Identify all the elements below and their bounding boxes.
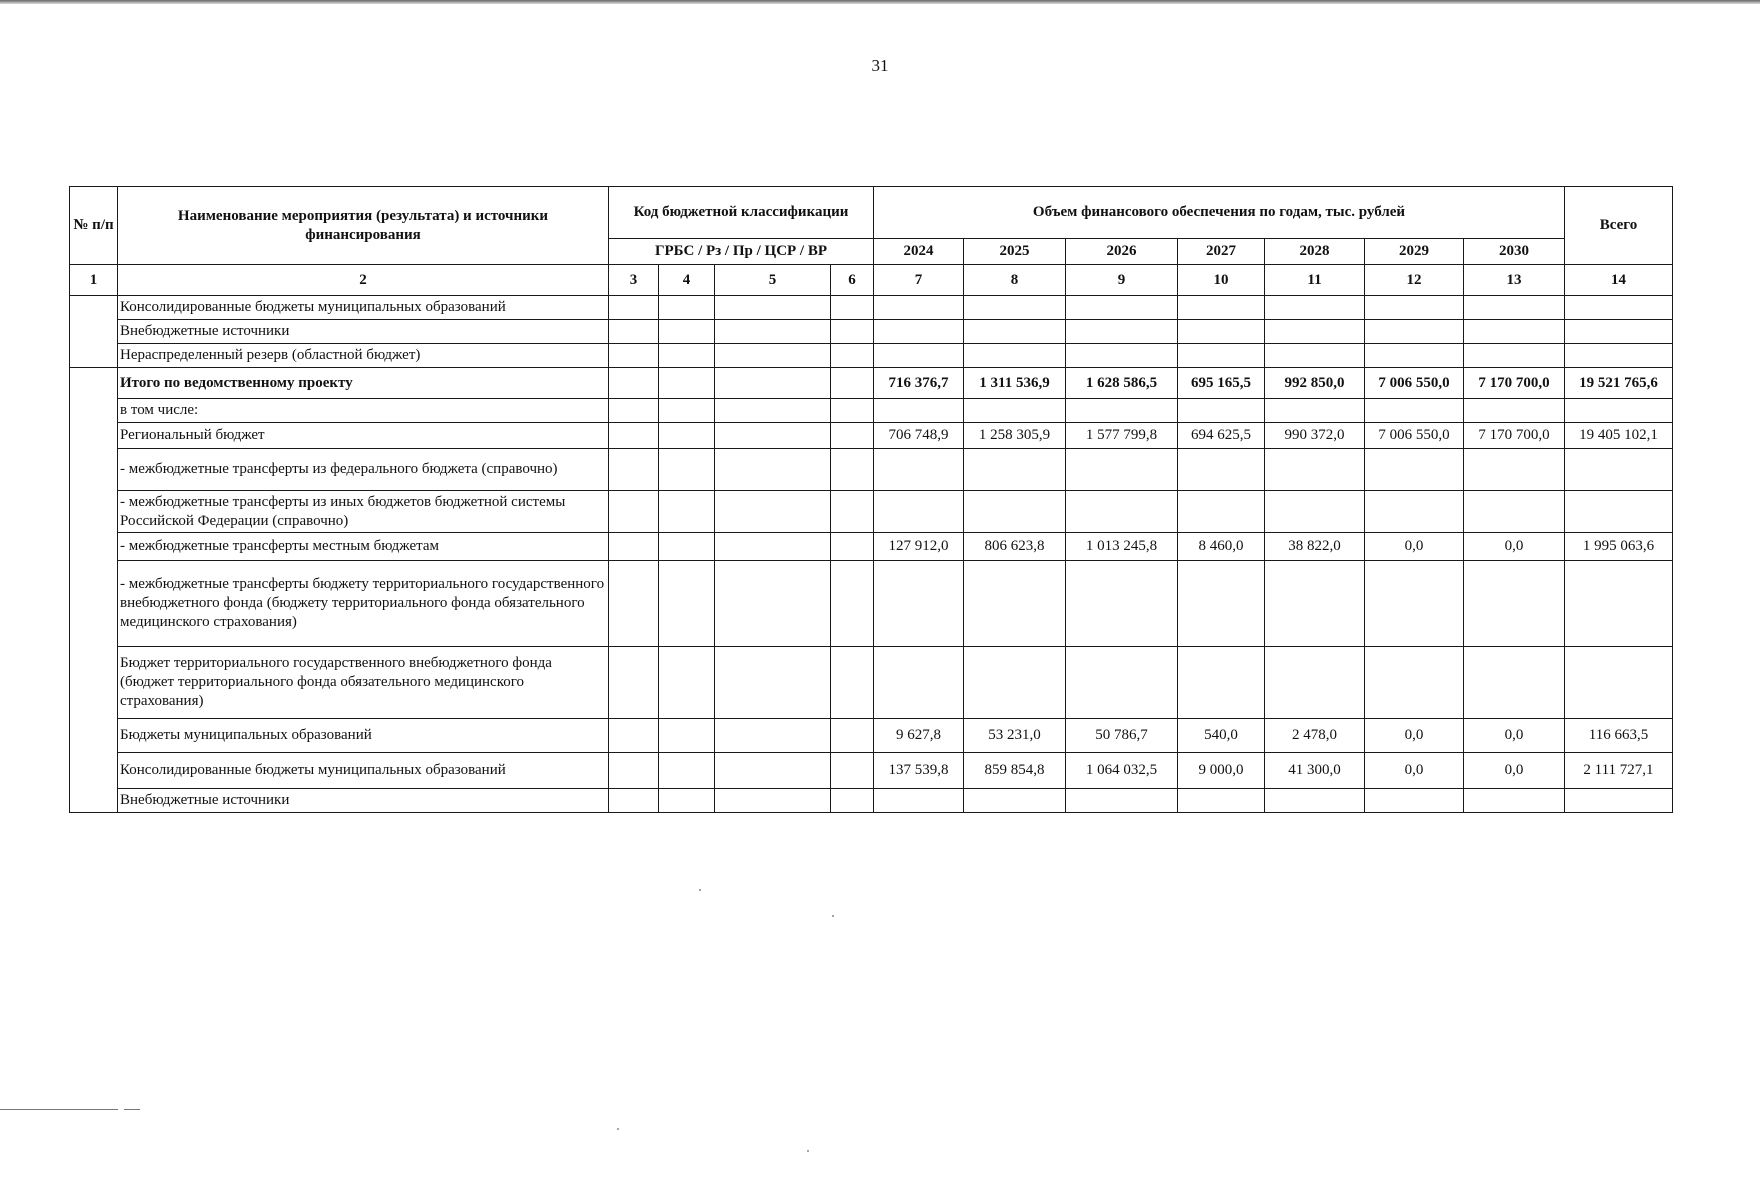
column-number: 9 [1066, 265, 1178, 296]
total-value-cell [1565, 449, 1673, 491]
column-number: 1 [70, 265, 118, 296]
year-value-cell [1464, 789, 1565, 813]
scan-top-edge [0, 0, 1760, 4]
budget-code-cell [831, 719, 874, 753]
year-value-cell: 2 478,0 [1265, 719, 1365, 753]
header-total: Всего [1565, 187, 1673, 265]
column-number: 13 [1464, 265, 1565, 296]
scan-dot [807, 1150, 809, 1152]
year-value-cell: 50 786,7 [1066, 719, 1178, 753]
year-value-cell [1066, 344, 1178, 368]
column-number: 11 [1265, 265, 1365, 296]
budget-code-cell [715, 399, 831, 423]
column-number: 12 [1365, 265, 1464, 296]
total-value-cell [1565, 789, 1673, 813]
year-value-cell [874, 647, 964, 719]
row-name: - межбюджетные трансферты местным бюджетам [118, 533, 609, 561]
year-value-cell [1066, 449, 1178, 491]
budget-code-cell [831, 368, 874, 399]
year-value-cell [964, 344, 1066, 368]
header-volume-group: Объем финансового обеспечения по годам, тыс. рублей [874, 187, 1565, 239]
year-value-cell: 7 170 700,0 [1464, 368, 1565, 399]
total-value-cell [1565, 491, 1673, 533]
year-value-cell [964, 399, 1066, 423]
year-value-cell: 1 258 305,9 [964, 423, 1066, 449]
budget-code-cell [831, 491, 874, 533]
header-name: Наименование мероприятия (результата) и источники финансирования [118, 187, 609, 265]
year-value-cell [1066, 491, 1178, 533]
table-row [70, 399, 1673, 423]
table-row [70, 533, 1673, 561]
budget-code-cell [609, 449, 659, 491]
year-value-cell [1265, 296, 1365, 320]
budget-code-cell [609, 320, 659, 344]
budget-code-cell [609, 719, 659, 753]
table-row [70, 368, 1673, 399]
budget-code-cell [659, 533, 715, 561]
budget-code-cell [831, 399, 874, 423]
year-value-cell [1265, 789, 1365, 813]
year-value-cell [1365, 399, 1464, 423]
year-value-cell [1265, 491, 1365, 533]
year-value-cell [1265, 561, 1365, 647]
year-value-cell [1066, 320, 1178, 344]
budget-code-cell [609, 344, 659, 368]
budget-code-cell [715, 449, 831, 491]
year-value-cell: 716 376,7 [874, 368, 964, 399]
year-value-cell [1464, 449, 1565, 491]
total-value-cell [1565, 647, 1673, 719]
budget-code-cell [831, 423, 874, 449]
year-value-cell: 7 006 550,0 [1365, 423, 1464, 449]
scan-dot [832, 915, 834, 917]
year-value-cell [1265, 449, 1365, 491]
budget-code-cell [609, 753, 659, 789]
year-value-cell: 0,0 [1365, 533, 1464, 561]
year-value-cell [964, 296, 1066, 320]
budget-code-cell [659, 423, 715, 449]
total-value-cell [1565, 296, 1673, 320]
header-year: 2028 [1265, 239, 1365, 265]
year-value-cell [874, 296, 964, 320]
year-value-cell: 0,0 [1365, 753, 1464, 789]
table-row [70, 753, 1673, 789]
budget-code-cell [831, 533, 874, 561]
year-value-cell [1178, 296, 1265, 320]
year-value-cell [1066, 561, 1178, 647]
budget-code-cell [715, 320, 831, 344]
year-value-cell [1464, 491, 1565, 533]
header-year: 2027 [1178, 239, 1265, 265]
total-value-cell [1565, 561, 1673, 647]
financing-table [69, 186, 1673, 813]
table-row [70, 719, 1673, 753]
year-value-cell [1365, 647, 1464, 719]
row-name: Нераспределенный резерв (областной бюджет) [118, 344, 609, 368]
budget-code-cell [659, 344, 715, 368]
row-name: Бюджет территориального государственного внебюджетного фонда (бюджет территориального фонда обязательного медицинского страхования) [118, 647, 609, 719]
row-name: Внебюджетные источники [118, 789, 609, 813]
year-value-cell [1178, 344, 1265, 368]
budget-code-cell [609, 399, 659, 423]
header-year: 2029 [1365, 239, 1464, 265]
column-number: 4 [659, 265, 715, 296]
year-value-cell: 137 539,8 [874, 753, 964, 789]
year-value-cell: 8 460,0 [1178, 533, 1265, 561]
budget-code-cell [715, 719, 831, 753]
year-value-cell [964, 320, 1066, 344]
scan-dot [617, 1128, 619, 1130]
row-name: в том числе: [118, 399, 609, 423]
year-value-cell [1464, 399, 1565, 423]
header-year: 2024 [874, 239, 964, 265]
total-value-cell: 2 111 727,1 [1565, 753, 1673, 789]
budget-code-cell [659, 320, 715, 344]
year-value-cell: 694 625,5 [1178, 423, 1265, 449]
table-row [70, 491, 1673, 533]
year-value-cell: 53 231,0 [964, 719, 1066, 753]
budget-code-cell [609, 491, 659, 533]
total-value-cell [1565, 399, 1673, 423]
year-value-cell [874, 561, 964, 647]
budget-code-cell [659, 491, 715, 533]
year-value-cell [1178, 789, 1265, 813]
year-value-cell: 0,0 [1365, 719, 1464, 753]
year-value-cell [1178, 561, 1265, 647]
table-row [70, 344, 1673, 368]
budget-code-cell [659, 399, 715, 423]
row-name: Итого по ведомственному проекту [118, 368, 609, 399]
table-row [70, 296, 1673, 320]
year-value-cell [964, 561, 1066, 647]
year-value-cell [1365, 344, 1464, 368]
header-num: № п/п [70, 187, 118, 265]
scan-line-mark [0, 1109, 118, 1110]
year-value-cell [1464, 320, 1565, 344]
budget-code-cell [659, 719, 715, 753]
total-value-cell [1565, 344, 1673, 368]
header-year: 2030 [1464, 239, 1565, 265]
year-value-cell [1464, 561, 1565, 647]
year-value-cell: 1 064 032,5 [1066, 753, 1178, 789]
year-value-cell [1178, 449, 1265, 491]
budget-code-cell [609, 368, 659, 399]
year-value-cell: 806 623,8 [964, 533, 1066, 561]
header-year: 2026 [1066, 239, 1178, 265]
year-value-cell [964, 449, 1066, 491]
budget-code-cell [831, 647, 874, 719]
year-value-cell: 1 628 586,5 [1066, 368, 1178, 399]
year-value-cell [1265, 320, 1365, 344]
year-value-cell [874, 344, 964, 368]
row-name: Региональный бюджет [118, 423, 609, 449]
table-row [70, 320, 1673, 344]
year-value-cell: 127 912,0 [874, 533, 964, 561]
year-value-cell [1178, 320, 1265, 344]
row-name: Консолидированные бюджеты муниципальных образований [118, 753, 609, 789]
budget-code-cell [609, 561, 659, 647]
budget-code-cell [715, 344, 831, 368]
column-number: 14 [1565, 265, 1673, 296]
budget-code-cell [831, 344, 874, 368]
total-value-cell: 19 521 765,6 [1565, 368, 1673, 399]
year-value-cell: 990 372,0 [1265, 423, 1365, 449]
budget-code-cell [831, 449, 874, 491]
year-value-cell [1464, 296, 1565, 320]
year-value-cell: 0,0 [1464, 753, 1565, 789]
column-number: 8 [964, 265, 1066, 296]
budget-code-cell [831, 296, 874, 320]
header-year: 2025 [964, 239, 1066, 265]
total-value-cell: 19 405 102,1 [1565, 423, 1673, 449]
row-name: - межбюджетные трансферты бюджету территориального государственного внебюджетного фонда (бюджету территориального фонда обязательного медицинского страхования) [118, 561, 609, 647]
year-value-cell [964, 647, 1066, 719]
budget-code-cell [609, 647, 659, 719]
year-value-cell [1365, 296, 1464, 320]
column-number: 7 [874, 265, 964, 296]
year-value-cell [1464, 647, 1565, 719]
budget-code-cell [659, 647, 715, 719]
year-value-cell [874, 789, 964, 813]
budget-code-cell [659, 789, 715, 813]
total-value-cell: 116 663,5 [1565, 719, 1673, 753]
row-name: Внебюджетные источники [118, 320, 609, 344]
year-value-cell [1066, 647, 1178, 719]
year-value-cell [1365, 789, 1464, 813]
year-value-cell [1178, 491, 1265, 533]
year-value-cell [1365, 561, 1464, 647]
total-value-cell: 1 995 063,6 [1565, 533, 1673, 561]
year-value-cell: 7 006 550,0 [1365, 368, 1464, 399]
year-value-cell: 695 165,5 [1178, 368, 1265, 399]
year-value-cell [874, 320, 964, 344]
budget-code-cell [831, 561, 874, 647]
year-value-cell [1265, 344, 1365, 368]
year-value-cell: 706 748,9 [874, 423, 964, 449]
year-value-cell [1265, 647, 1365, 719]
year-value-cell: 540,0 [1178, 719, 1265, 753]
year-value-cell [1178, 399, 1265, 423]
year-value-cell [874, 491, 964, 533]
column-number: 5 [715, 265, 831, 296]
budget-code-cell [831, 753, 874, 789]
budget-code-cell [831, 789, 874, 813]
year-value-cell [964, 789, 1066, 813]
budget-code-cell [715, 753, 831, 789]
budget-code-cell [659, 296, 715, 320]
column-number: 3 [609, 265, 659, 296]
budget-code-cell [715, 296, 831, 320]
year-value-cell [964, 491, 1066, 533]
year-value-cell [1066, 399, 1178, 423]
budget-code-cell [609, 423, 659, 449]
budget-code-cell [715, 533, 831, 561]
column-number: 10 [1178, 265, 1265, 296]
row-number-cell [70, 368, 118, 813]
column-number: 2 [118, 265, 609, 296]
year-value-cell: 1 013 245,8 [1066, 533, 1178, 561]
year-value-cell [1265, 399, 1365, 423]
year-value-cell [1365, 491, 1464, 533]
year-value-cell [1365, 320, 1464, 344]
year-value-cell [1178, 647, 1265, 719]
year-value-cell: 1 311 536,9 [964, 368, 1066, 399]
budget-code-cell [659, 753, 715, 789]
budget-code-cell [831, 320, 874, 344]
table-row [70, 423, 1673, 449]
budget-code-cell [715, 561, 831, 647]
year-value-cell [874, 449, 964, 491]
budget-code-cell [715, 789, 831, 813]
year-value-cell: 1 577 799,8 [1066, 423, 1178, 449]
row-number-cell [70, 296, 118, 368]
column-number: 6 [831, 265, 874, 296]
table-row [70, 561, 1673, 647]
scan-dot [699, 889, 701, 891]
year-value-cell [874, 399, 964, 423]
budget-code-cell [609, 296, 659, 320]
page-number: 31 [871, 56, 889, 75]
budget-code-cell [659, 449, 715, 491]
budget-code-cell [659, 561, 715, 647]
total-value-cell [1565, 320, 1673, 344]
scan-line-mark [124, 1109, 140, 1110]
year-value-cell [1066, 296, 1178, 320]
budget-code-cell [609, 789, 659, 813]
year-value-cell: 0,0 [1464, 533, 1565, 561]
table-row [70, 647, 1673, 719]
year-value-cell: 38 822,0 [1265, 533, 1365, 561]
year-value-cell: 9 000,0 [1178, 753, 1265, 789]
year-value-cell: 41 300,0 [1265, 753, 1365, 789]
year-value-cell: 7 170 700,0 [1464, 423, 1565, 449]
budget-code-cell [715, 368, 831, 399]
row-name: - межбюджетные трансферты из иных бюджетов бюджетной системы Российской Федерации (справочно) [118, 491, 609, 533]
budget-code-cell [715, 491, 831, 533]
year-value-cell [1464, 344, 1565, 368]
year-value-cell: 9 627,8 [874, 719, 964, 753]
year-value-cell [1365, 449, 1464, 491]
table-row [70, 449, 1673, 491]
budget-code-cell [659, 368, 715, 399]
row-name: - межбюджетные трансферты из федерального бюджета (справочно) [118, 449, 609, 491]
year-value-cell: 859 854,8 [964, 753, 1066, 789]
budget-code-cell [715, 647, 831, 719]
year-value-cell: 992 850,0 [1265, 368, 1365, 399]
header-code-sub: ГРБС / Рз / Пр / ЦСР / ВР [609, 239, 874, 265]
budget-code-cell [715, 423, 831, 449]
header-code-group: Код бюджетной классификации [609, 187, 874, 239]
year-value-cell: 0,0 [1464, 719, 1565, 753]
budget-code-cell [609, 533, 659, 561]
row-name: Бюджеты муниципальных образований [118, 719, 609, 753]
year-value-cell [1066, 789, 1178, 813]
table-row [70, 789, 1673, 813]
row-name: Консолидированные бюджеты муниципальных образований [118, 296, 609, 320]
